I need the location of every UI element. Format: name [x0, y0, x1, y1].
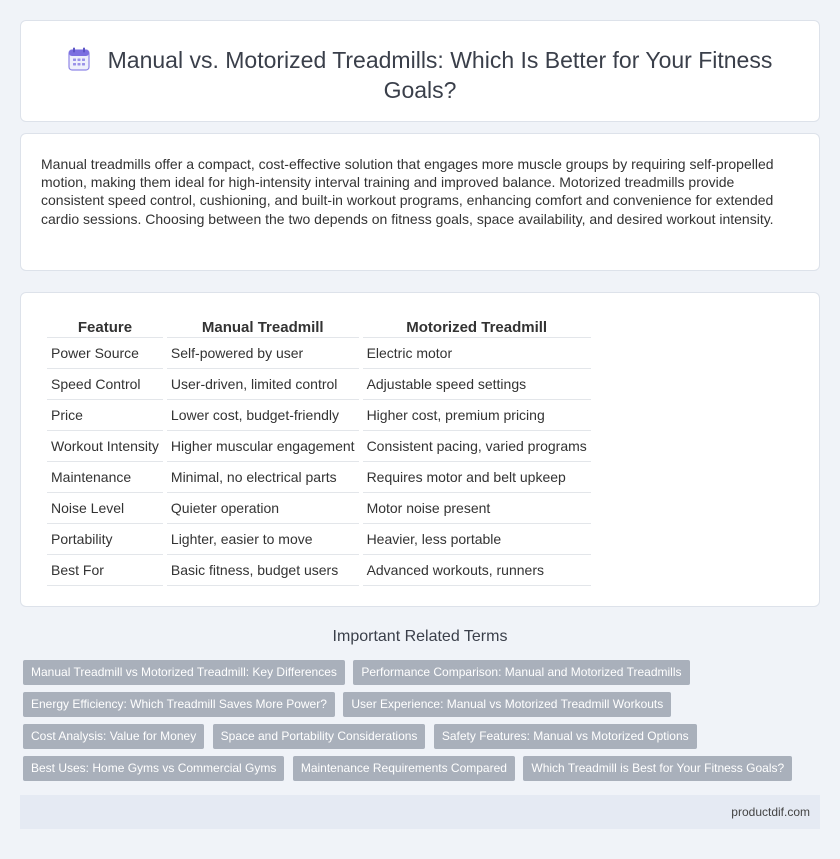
tag-row — [23, 756, 823, 781]
manual-cell: Lighter, easier to move — [167, 524, 359, 555]
table-row — [47, 462, 591, 493]
motorized-cell: Higher cost, premium pricing — [363, 400, 591, 431]
intro-card — [20, 133, 820, 271]
comparison-table — [43, 317, 595, 586]
motorized-cell: Motor noise present — [363, 493, 591, 524]
related-term-link[interactable]: Space and Portability Considerations — [213, 724, 426, 749]
motorized-cell: Advanced workouts, runners — [363, 555, 591, 586]
comparison-card — [20, 292, 820, 607]
footer-site-name[interactable]: productdif.com — [731, 805, 810, 819]
tag-row — [23, 724, 823, 749]
intro-text: Manual treadmills offer a compact, cost-effective solution that engages more muscle groups by requiring self-propelled motion, making them ideal for high-intensity interval training and improved balance. Motorized treadmills provide consistent speed control, cushioning, and built-in workout programs, enhancing comfort and convenience for extended cardio sessions. Choosing between the two depends on fitness goals, space availability, and desired workout intensity. — [41, 156, 774, 227]
motorized-cell: Consistent pacing, varied programs — [363, 431, 591, 462]
feature-cell: Best For — [47, 555, 163, 586]
related-term-link[interactable]: Best Uses: Home Gyms vs Commercial Gyms — [23, 756, 284, 781]
related-term-link[interactable]: Performance Comparison: Manual and Motorized Treadmills — [353, 660, 689, 685]
column-header-feature: Feature — [47, 317, 163, 338]
feature-cell: Maintenance — [47, 462, 163, 493]
motorized-cell: Heavier, less portable — [363, 524, 591, 555]
tag-row — [23, 660, 823, 685]
related-term-link[interactable]: Manual Treadmill vs Motorized Treadmill: Key Differences — [23, 660, 345, 685]
column-header-motorized: Motorized Treadmill — [363, 317, 591, 338]
feature-cell: Power Source — [47, 338, 163, 369]
feature-cell: Portability — [47, 524, 163, 555]
table-row — [47, 338, 591, 369]
header-card — [20, 20, 820, 122]
table-row — [47, 555, 591, 586]
table-header-row — [47, 317, 591, 338]
tag-row — [23, 692, 823, 717]
feature-cell: Price — [47, 400, 163, 431]
table-row — [47, 431, 591, 462]
feature-cell: Speed Control — [47, 369, 163, 400]
page-title: Manual vs. Motorized Treadmills: Which Is Better for Your Fitness Goals? — [107, 47, 773, 103]
manual-cell: Self-powered by user — [167, 338, 359, 369]
motorized-cell: Electric motor — [363, 338, 591, 369]
related-term-link[interactable]: User Experience: Manual vs Motorized Treadmill Workouts — [343, 692, 671, 717]
motorized-cell: Adjustable speed settings — [363, 369, 591, 400]
page-title-wrap — [21, 45, 819, 105]
related-term-link[interactable]: Energy Efficiency: Which Treadmill Saves More Power? — [23, 692, 335, 717]
related-terms-title: Important Related Terms — [332, 628, 508, 645]
column-header-manual: Manual Treadmill — [167, 317, 359, 338]
table-row — [47, 493, 591, 524]
table-row — [47, 524, 591, 555]
feature-cell: Noise Level — [47, 493, 163, 524]
manual-cell: Basic fitness, budget users — [167, 555, 359, 586]
related-term-link[interactable]: Safety Features: Manual vs Motorized Options — [434, 724, 697, 749]
manual-cell: Higher muscular engagement — [167, 431, 359, 462]
calendar-icon — [68, 47, 90, 71]
related-term-link[interactable]: Maintenance Requirements Compared — [293, 756, 515, 781]
manual-cell: User-driven, limited control — [167, 369, 359, 400]
footer-bar — [20, 795, 820, 829]
feature-cell: Workout Intensity — [47, 431, 163, 462]
related-term-link[interactable]: Which Treadmill is Best for Your Fitness Goals? — [523, 756, 792, 781]
manual-cell: Minimal, no electrical parts — [167, 462, 359, 493]
related-term-link[interactable]: Cost Analysis: Value for Money — [23, 724, 204, 749]
manual-cell: Quieter operation — [167, 493, 359, 524]
table-row — [47, 400, 591, 431]
motorized-cell: Requires motor and belt upkeep — [363, 462, 591, 493]
related-terms-list — [23, 660, 823, 788]
manual-cell: Lower cost, budget-friendly — [167, 400, 359, 431]
table-row — [47, 369, 591, 400]
